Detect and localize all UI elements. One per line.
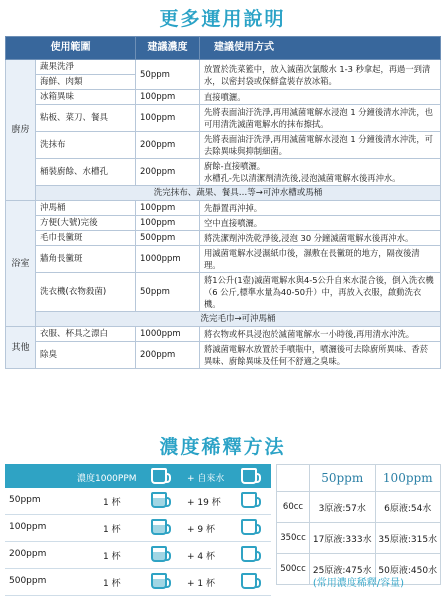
separator-row (6, 312, 441, 327)
table-row (6, 132, 441, 159)
usage-desc: 將洗潔劑沖洗乾淨後,浸泡 30 分鐘滅菌電解水後再沖水。 (200, 231, 441, 246)
section-bathroom: 浴室 (6, 201, 36, 327)
header-method: 建議使用方式 (200, 37, 441, 60)
volume-value: 50原液:450水 (375, 554, 441, 585)
volume-value: 17原液:333水 (310, 523, 376, 554)
volume-header-blank (277, 465, 310, 492)
volume-size: 350cc (277, 523, 310, 554)
cup-icon (151, 573, 167, 589)
dilution-cups: 1 杯 (103, 525, 121, 535)
usage-desc: 用滅菌電解水浸濕紙巾後，濕敷在長黴斑的地方，隔夜後清理。 (200, 246, 441, 273)
cup-icon (241, 573, 257, 589)
usage-desc: 直接噴灑。 (200, 90, 441, 105)
usage-item: 牆角長黴斑 (36, 246, 136, 273)
usage-conc: 200ppm (136, 159, 200, 186)
usage-desc: 將衣物或杯具浸泡於滅菌電解水一小時後,再用清水沖洗。 (200, 327, 441, 342)
volume-row (277, 523, 441, 554)
volume-table (276, 464, 441, 585)
volume-header-100: 100ppm (375, 465, 441, 492)
usage-item: 海鮮、肉類 (36, 75, 136, 90)
volume-value: 3原液:57水 (310, 492, 376, 523)
cup-icon (241, 519, 257, 535)
usage-item: 毛巾長黴斑 (36, 231, 136, 246)
dilution-plus: + 4 杯 (187, 552, 215, 562)
dilution-row (5, 488, 271, 515)
usage-item: 桶裝廚餘、水槽孔 (36, 159, 136, 186)
kitchen-separator: 洗完抹布、蔬果、餐具…等→可沖水槽或馬桶 (36, 186, 441, 201)
usage-conc: 200ppm (136, 132, 200, 159)
bathroom-separator: 洗完毛巾→可沖馬桶 (36, 312, 441, 327)
usage-header-row (6, 37, 441, 60)
usage-item: 衣服、杯具之漂白 (36, 327, 136, 342)
usage-desc: 將1公升(1壺)滅菌電解水與4-5公升自來水混合後，倒入洗衣機（6 公斤,標準水量為40-50升）中，再放入衣服，啟動洗衣機。 (200, 273, 441, 312)
dilution-cups: 1 杯 (103, 498, 121, 508)
dilution-cups: 1 杯 (103, 579, 121, 589)
volume-value: 25原液:475水 (310, 554, 376, 585)
volume-size: 500cc (277, 554, 310, 585)
table-row (6, 273, 441, 312)
usage-item: 洗衣機(衣物殺菌) (36, 273, 136, 312)
dilution-plus: + 9 杯 (187, 525, 215, 535)
dilution-header-label: 濃度1000PPM (77, 474, 137, 484)
dilution-plus: + 1 杯 (187, 579, 215, 589)
cup-icon (241, 468, 257, 484)
usage-desc: 先靜置再沖掉。 (200, 201, 441, 216)
table-row (6, 246, 441, 273)
dilution-row (5, 542, 271, 569)
usage-table (5, 36, 441, 369)
usage-desc-line: 水槽孔-先以清潔劑清洗後,浸泡滅菌電解水後再沖水。 (204, 173, 401, 183)
table-row (6, 60, 441, 75)
dilution-table (5, 464, 271, 596)
volume-value: 6原液:54水 (375, 492, 441, 523)
cup-icon (241, 546, 257, 562)
page-title: 更多運用說明 (159, 8, 286, 30)
dilution-cups: 1 杯 (103, 552, 121, 562)
usage-conc: 50ppm (136, 60, 200, 90)
usage-desc: 放置於洗菜籃中，放入滅菌次氯酸水 1-3 秒拿起，再過一到清水，以密封袋或保鮮盒裝存放冰箱。 (200, 60, 441, 90)
volume-header-50: 50ppm (310, 465, 376, 492)
cup-icon (241, 492, 257, 508)
usage-item: 沖馬桶 (36, 201, 136, 216)
volume-value: 35原液:315水 (375, 523, 441, 554)
section-kitchen: 廚房 (6, 60, 36, 201)
section-other: 其他 (6, 327, 36, 369)
table-row (6, 201, 441, 216)
dilution-title: 濃度稀釋方法 (159, 436, 286, 458)
volume-note: (常用濃度稀釋/容量) (312, 578, 405, 589)
table-row (6, 90, 441, 105)
usage-conc: 200ppm (136, 342, 200, 369)
usage-item: 洗抹布 (36, 132, 136, 159)
separator-row (6, 186, 441, 201)
usage-item: 冰箱異味 (36, 90, 136, 105)
table-row (6, 342, 441, 369)
dilution-row (5, 569, 271, 596)
usage-desc (200, 159, 441, 186)
header-concentration: 建議濃度 (136, 37, 200, 60)
usage-conc: 100ppm (136, 216, 200, 231)
dilution-label: 50ppm (9, 495, 41, 505)
usage-desc: 空中直接噴灑。 (200, 216, 441, 231)
dilution-label: 200ppm (9, 549, 47, 559)
dilution-row (5, 515, 271, 542)
dilution-header-plus: + 自來水 (187, 474, 225, 484)
cup-icon (151, 468, 167, 484)
usage-conc: 1000ppm (136, 327, 200, 342)
header-scope: 使用範圍 (6, 37, 136, 60)
usage-desc: 先將表面油汙洗淨,再用滅菌電解水浸泡 1 分鐘後清水沖洗，也可用清洗滅菌電解水的抹布擦拭。 (200, 105, 441, 132)
volume-header-row (277, 465, 441, 492)
dilution-header-row (5, 464, 271, 488)
table-row (6, 231, 441, 246)
table-row (6, 216, 441, 231)
usage-conc: 100ppm (136, 201, 200, 216)
dilution-label: 500ppm (9, 576, 47, 586)
table-row (6, 327, 441, 342)
usage-conc: 500ppm (136, 231, 200, 246)
usage-desc-line: 廚餘-直接噴灑。 (204, 161, 266, 171)
usage-conc: 1000ppm (136, 246, 200, 273)
usage-item: 蔬果洗淨 (36, 60, 136, 75)
volume-size: 60cc (277, 492, 310, 523)
cup-icon (151, 492, 167, 508)
usage-item: 方便(大號)完後 (36, 216, 136, 231)
usage-desc: 先將表面油汙洗淨,再用滅菌電解水浸泡 1 分鐘後清水沖洗，可去除異味與抑制細菌。 (200, 132, 441, 159)
table-row (6, 159, 441, 186)
usage-conc: 50ppm (136, 273, 200, 312)
usage-conc: 100ppm (136, 90, 200, 105)
usage-item: 除臭 (36, 342, 136, 369)
usage-item: 粘板、菜刀、餐具 (36, 105, 136, 132)
usage-conc: 100ppm (136, 105, 200, 132)
volume-row (277, 492, 441, 523)
cup-icon (151, 519, 167, 535)
cup-icon (151, 546, 167, 562)
dilution-label: 100ppm (9, 522, 47, 532)
usage-desc: 將滅菌電解水放置於手噴瓶中，噴灑後可去除廚所異味、香菸異味、廚餘異味及任何不舒適之臭味。 (200, 342, 441, 369)
table-row (6, 105, 441, 132)
dilution-plus: + 19 杯 (187, 498, 221, 508)
